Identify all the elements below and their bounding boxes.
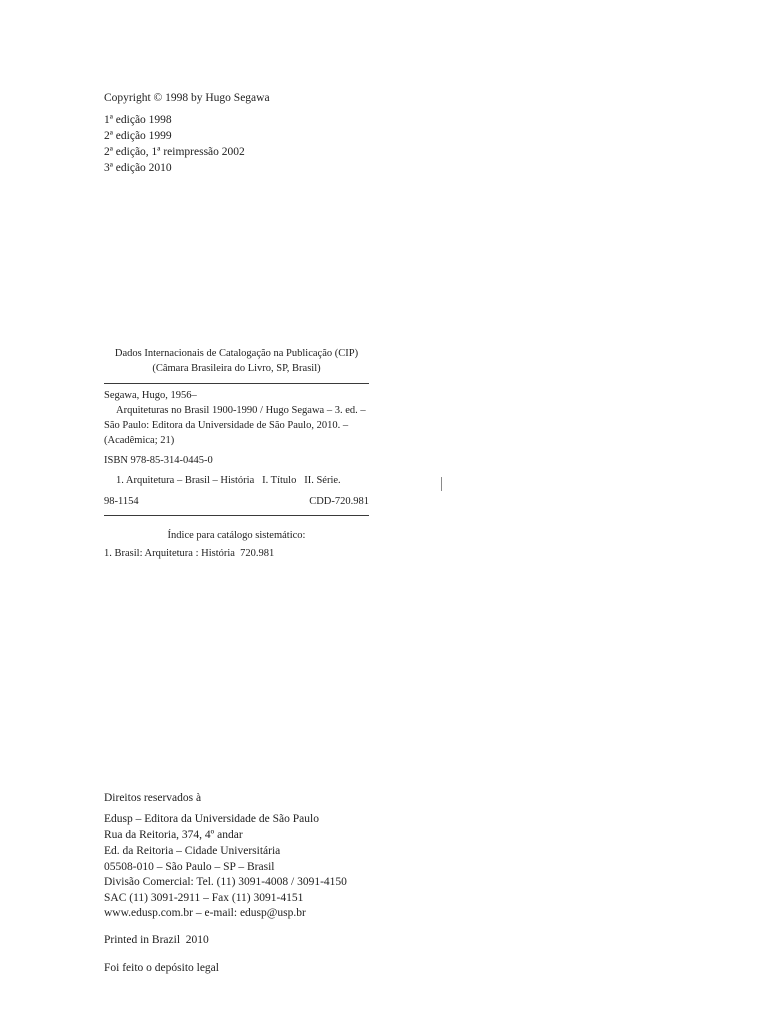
cip-isbn: ISBN 978-85-314-0445-0: [104, 455, 213, 466]
publisher-line-4: 05508-010 – São Paulo – SP – Brasil: [104, 861, 275, 873]
cip-entry-line2: São Paulo: Editora da Universidade de São Paulo, 2010. –: [104, 420, 349, 431]
cip-header-line1: Dados Internacionais de Catalogação na Publicação (CIP): [114, 348, 359, 359]
copyright-notice: Copyright © 1998 by Hugo Segawa: [104, 92, 270, 104]
cip-author: Segawa, Hugo, 1956–: [104, 390, 197, 401]
legal-deposit: Foi feito o depósito legal: [104, 962, 219, 974]
publisher-line-6: SAC (11) 3091-2911 – Fax (11) 3091-4151: [104, 892, 304, 904]
cip-entry-line1: Arquiteturas no Brasil 1900-1990 / Hugo Segawa – 3. ed. –: [116, 405, 366, 416]
cip-index-entry: 1. Brasil: Arquitetura : História 720.981: [104, 548, 275, 559]
cip-top-rule: [104, 383, 369, 384]
publisher-line-7: www.edusp.com.br – e-mail: edusp@usp.br: [104, 907, 306, 919]
cip-subjects: 1. Arquitetura – Brasil – História I. Título II. Série.: [116, 475, 341, 486]
cip-index-title: Índice para catálogo sistemático:: [167, 530, 306, 541]
publisher-line-3: Ed. da Reitoria – Cidade Universitária: [104, 845, 281, 857]
printed-in: Printed in Brazil 2010: [104, 934, 209, 946]
cip-control-number: 98-1154: [104, 496, 139, 507]
edition-1: 1ª edição 1998: [104, 114, 172, 126]
scan-mark: [441, 477, 442, 491]
edition-2-reprint: 2ª edição, 1ª reimpressão 2002: [104, 146, 245, 158]
cip-header-line2: (Câmara Brasileira do Livro, SP, Brasil): [152, 363, 321, 374]
publisher-line-2: Rua da Reitoria, 374, 4º andar: [104, 829, 243, 841]
cip-bottom-rule: [104, 515, 369, 516]
publisher-line-1: Edusp – Editora da Universidade de São Paulo: [104, 813, 319, 825]
cip-entry-line3: (Acadêmica; 21): [104, 435, 175, 446]
edition-2: 2ª edição 1999: [104, 130, 172, 142]
cip-cdd: CDD-720.981: [309, 496, 369, 507]
publisher-line-5: Divisão Comercial: Tel. (11) 3091-4008 / 3091-4150: [104, 876, 347, 888]
cip-classification-row: [104, 495, 369, 510]
rights-reserved: Direitos reservados à: [104, 792, 202, 804]
edition-3: 3ª edição 2010: [104, 162, 172, 174]
